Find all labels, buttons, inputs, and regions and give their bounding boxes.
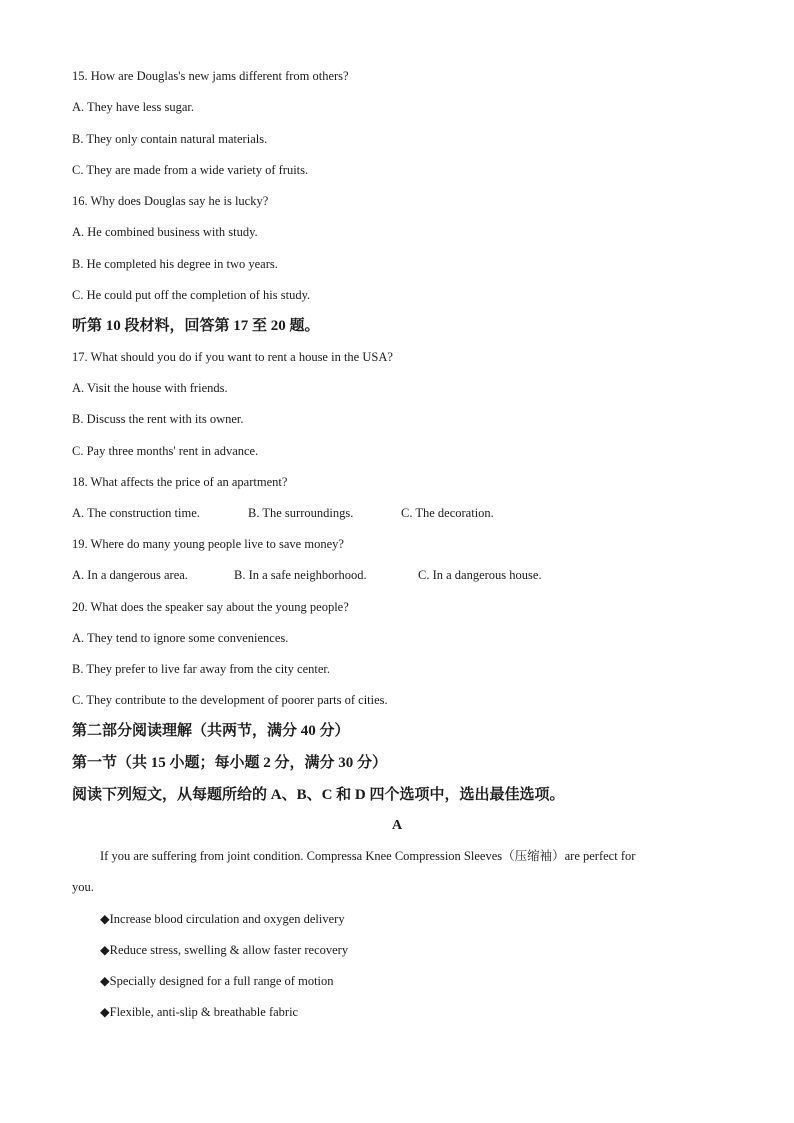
question-19-option-b: B. In a safe neighborhood. (234, 568, 367, 582)
question-20-option-c: C. They contribute to the development of poorer parts of cities. (72, 693, 388, 707)
question-16-option-c: C. He could put off the completion of his study. (72, 288, 311, 302)
question-16: 16. Why does Douglas say he is lucky? (72, 194, 269, 208)
question-18: 18. What affects the price of an apartment? (72, 475, 288, 489)
feature-bullet: ◆Specially designed for a full range of motion (100, 974, 334, 988)
question-17: 17. What should you do if you want to rent a house in the USA? (72, 350, 393, 364)
passage-10-heading: 听第 10 段材料，回答第 17 至 20 题。 (72, 318, 320, 334)
question-17-option-a: A. Visit the house with friends. (72, 381, 228, 395)
question-19-option-c: C. In a dangerous house. (418, 568, 542, 582)
passage-label: A (391, 818, 403, 833)
question-15: 15. How are Douglas's new jams different from others? (72, 69, 349, 83)
question-18-option-a: A. The construction time. (72, 506, 200, 520)
part-two-heading: 第二部分阅读理解（共两节，满分 40 分） (72, 723, 350, 739)
question-19: 19. Where do many young people live to save money? (72, 537, 344, 551)
question-18-option-c: C. The decoration. (401, 506, 494, 520)
question-17-option-b: B. Discuss the rent with its owner. (72, 412, 244, 426)
question-20: 20. What does the speaker say about the young people? (72, 600, 349, 614)
question-18-option-b: B. The surroundings. (248, 506, 354, 520)
passage-intro-line-1: If you are suffering from joint condition. Compressa Knee Compression Sleeves（压缩袖）are perfect for (100, 849, 636, 863)
question-15-option-a: A. They have less sugar. (72, 100, 194, 114)
feature-bullet: ◆Flexible, anti-slip & breathable fabric (100, 1005, 299, 1019)
question-20-option-b: B. They prefer to live far away from the city center. (72, 662, 330, 676)
reading-instruction: 阅读下列短文，从每题所给的 A、B、C 和 D 四个选项中，选出最佳选项。 (72, 787, 565, 803)
section-one-heading: 第一节（共 15 小题；每小题 2 分，满分 30 分） (72, 755, 388, 771)
feature-bullet: ◆Increase blood circulation and oxygen delivery (100, 912, 345, 926)
question-17-option-c: C. Pay three months' rent in advance. (72, 444, 259, 458)
question-16-option-a: A. He combined business with study. (72, 225, 258, 239)
question-15-option-b: B. They only contain natural materials. (72, 132, 268, 146)
passage-intro-line-2: you. (72, 880, 94, 894)
question-20-option-a: A. They tend to ignore some conveniences. (72, 631, 289, 645)
feature-bullet: ◆Reduce stress, swelling & allow faster recovery (100, 943, 349, 957)
question-16-option-b: B. He completed his degree in two years. (72, 257, 278, 271)
question-19-option-a: A. In a dangerous area. (72, 568, 188, 582)
question-15-option-c: C. They are made from a wide variety of fruits. (72, 163, 309, 177)
